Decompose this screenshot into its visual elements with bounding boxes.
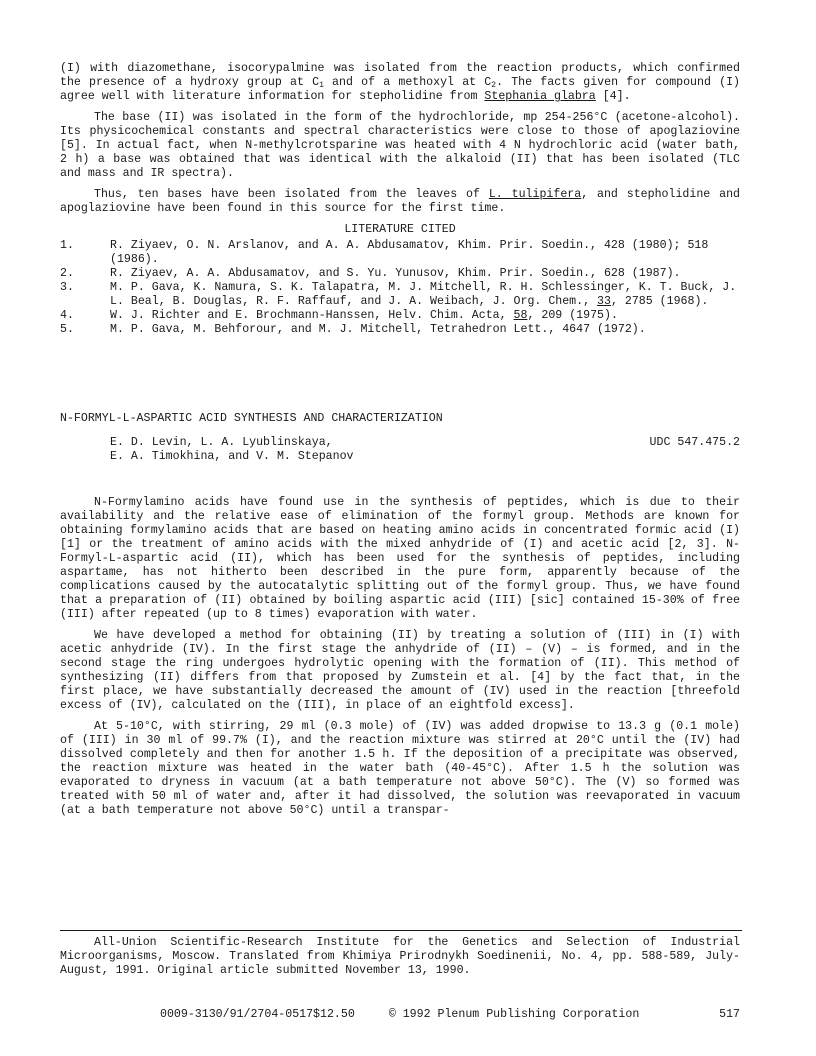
continuation-paragraph-3: Thus, ten bases have been isolated from the leaves of L. tulipifera, and stepholidine and apoglaziovine have been found in this source for the first time. [60,188,740,215]
page-number: 517 [719,1008,740,1021]
subscript: 1 [319,81,324,90]
subscript: 2 [491,81,497,90]
footnote: All-Union Scientific-Research Institute for the Genetics and Selection of Industrial Microorganisms, Moscow. Translated from Khimiya Prirodnykh Soedinenii, No. 4, pp. 588-589, July-August, 1991. Original article submitted November 13, 1990. [60,936,740,977]
article-paragraph: At 5-10°C, with stirring, 29 ml (0.3 mole) of (IV) was added dropwise to 13.3 g (0.1 mole) of (III) in 30 ml of 99.7% (I), and the reaction mixture was stirred at 20°C until the (IV) had dissolved completely and then for another 1.5 h. If the deposition of a precipitate was observed, the reaction mixture was heated in the water bath (40-45°C). After 1.5 h the solution was evaporated to dryness in vacuum (at a bath temperature not above 50°C). The (V) so formed was treated with 50 ml of water and, after it had dissolved, the solution was reevaporated in vacuum (at a bath temperature not above 50°C) until a transpar- [60,720,740,817]
reference-item: 4. W. J. Richter and E. Brochmann-Hanssen, Helv. Chim. Acta, 58, 209 (1975). [60,309,618,322]
species-name: L. tulipifera [488,188,582,201]
reference-item: 5. M. P. Gava, M. Behforour, and M. J. Mitchell, Tetrahedron Lett., 4647 (1972). [60,323,646,336]
reference-item: 1. R. Ziyaev, O. N. Arslanov, and A. A. Abdusamatov, Khim. Prir. Soedin., 428 (1980); 518 (1986). [60,239,709,266]
page-body [60,62,740,818]
issn-code: 0009-3130/91/2704-0517$12.50 [160,1008,355,1021]
copyright-notice: © 1992 Plenum Publishing Corporation [388,1008,640,1021]
volume-number: 58 [513,309,528,322]
article-paragraph: We have developed a method for obtaining (II) by treating a solution of (III) in (I) with acetic anhydride (IV). In the first stage the anhydride of (II) – (V) – is formed, and in the second stage the ring undergoes hydrolytic opening with the formation of (II). This method of synthesizing (II) differs from that proposed by Zumstein et al. [4] by the fact that, in the first place, we have substantially decreased the amount of (IV) used in the reaction [threefold excess of (IV), calculated on the (III), in place of an eightfold excess]. [60,629,740,712]
article-body [60,496,740,818]
authors-line: E. A. Timokhina, and V. M. Stepanov [110,450,354,463]
species-name: Stephania glabra [484,90,596,103]
continuation-paragraph-1: (I) with diazomethane, isocorypalmine was isolated from the reaction products, which confirmed the presence of a hydroxy group at $C_1$ and of a methoxyl at $C_2$. The facts given for compound (I) agree well with literature information for stepholidine from Stephania glabra [4]. [60,62,740,103]
literature-heading: LITERATURE CITED [344,223,456,236]
volume-number: 33 [597,295,611,308]
authors [110,436,354,464]
reference-item: 3. M. P. Gava, K. Namura, S. K. Talapatra, M. J. Mitchell, R. H. Schlessinger, K. T. Buck, J. L. Beal, B. Douglas, R. F. Raffauf, and J. A. Weibach, J. Org. Chem., 33, 2785 (1968). [60,281,737,308]
reference-list [60,239,740,337]
article-title: N-FORMYL-L-ASPARTIC ACID SYNTHESIS AND CHARACTERIZATION [60,412,443,425]
footnote-divider [60,930,742,931]
authors-line: E. D. Levin, L. A. Lyublinskaya, [110,436,333,449]
article-paragraph: N-Formylamino acids have found use in the synthesis of peptides, which is due to their availability and the relative ease of elimination of the formyl group. Methods are known for obtaining formylamino acids that are based on heating amino acids in concentrated formic acid (I) [1] or the treatment of amino acids with the mixed anhydride of (I) and acetic acid [2, 3]. N-Formyl-L-aspartic acid (II), which has been used for the synthesis of peptides, including aspartame, has not hitherto been described in the pure form, apparently because of the complications caused by the autocatalytic splitting out of the formyl group. Thus, we have found that a preparation of (II) obtained by boiling aspartic acid (III) [sic] contained 15-30% of free (III) after repeated (up to 8 times) evaporation with water. [60,496,740,621]
page-footer [160,1008,740,1022]
authors-block [60,436,740,464]
reference-item: 2. R. Ziyaev, A. A. Abdusamatov, and S. Yu. Yunusov, Khim. Prir. Soedin., 628 (1987). [60,267,681,280]
udc-code: UDC 547.475.2 [649,436,740,449]
continuation-paragraph-2: The base (II) was isolated in the form of the hydrochloride, mp 254-256°C (acetone-alcohol). Its physicochemical constants and spectral characteristics were close to those of apoglaziovine [5]. In actual fact, when N-methylcrotsparine was heated with 4 N hydrochloric acid (water bath, 2 h) a base was obtained that was identical with the alkaloid (II) that has been isolated (TLC and mass and IR spectra). [60,111,740,180]
